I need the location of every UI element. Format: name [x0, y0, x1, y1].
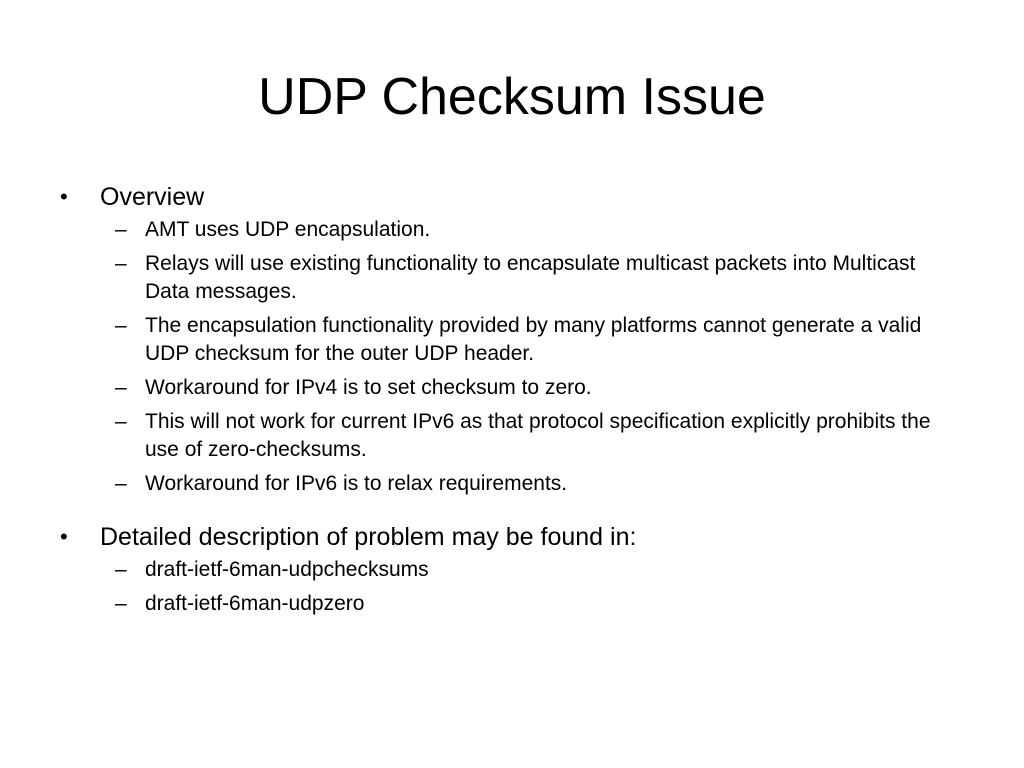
bullet-marker: • [60, 184, 68, 209]
sub-bullet-marker: – [115, 218, 127, 241]
sub-bullet-text: Relays will use existing functionality to encapsulate multicast packets into Multicast Data messages. [145, 252, 916, 303]
bullet-group-references [60, 520, 960, 618]
bullet-item [60, 180, 960, 214]
bullet-item [60, 520, 960, 554]
sub-bullet-list [60, 556, 960, 618]
sub-bullet-marker: – [115, 252, 127, 275]
sub-bullet-item [60, 216, 960, 244]
sub-bullet-text: draft-ietf-6man-udpchecksums [145, 558, 429, 581]
sub-bullet-text: Workaround for IPv6 is to relax requirements. [145, 472, 568, 495]
sub-bullet-marker: – [115, 314, 127, 337]
sub-bullet-item [60, 590, 960, 618]
sub-bullet-item [60, 556, 960, 584]
sub-bullet-text: AMT uses UDP encapsulation. [145, 218, 431, 241]
sub-bullet-text: draft-ietf-6man-udpzero [145, 592, 365, 615]
sub-bullet-item [60, 312, 960, 368]
slide-content [60, 180, 960, 624]
sub-bullet-item [60, 374, 960, 402]
bullet-text: Overview [100, 183, 205, 211]
sub-bullet-text: The encapsulation functionality provided by many platforms cannot generate a valid UDP checksum for the outer UDP header. [145, 314, 922, 365]
sub-bullet-item [60, 470, 960, 498]
sub-bullet-marker: – [115, 592, 127, 615]
bullet-marker: • [60, 524, 68, 549]
sub-bullet-item [60, 408, 960, 464]
sub-bullet-item [60, 250, 960, 306]
sub-bullet-marker: – [115, 376, 127, 399]
bullet-text: Detailed description of problem may be found in: [100, 523, 637, 551]
sub-bullet-text: Workaround for IPv4 is to set checksum to zero. [145, 376, 592, 399]
sub-bullet-marker: – [115, 410, 127, 433]
sub-bullet-text: This will not work for current IPv6 as that protocol specification explicitly prohibits the use of zero-checksums. [145, 410, 931, 461]
bullet-group-overview [60, 180, 960, 498]
sub-bullet-marker: – [115, 472, 127, 495]
sub-bullet-marker: – [115, 558, 127, 581]
sub-bullet-list [60, 216, 960, 498]
slide-title: UDP Checksum Issue [258, 68, 766, 126]
